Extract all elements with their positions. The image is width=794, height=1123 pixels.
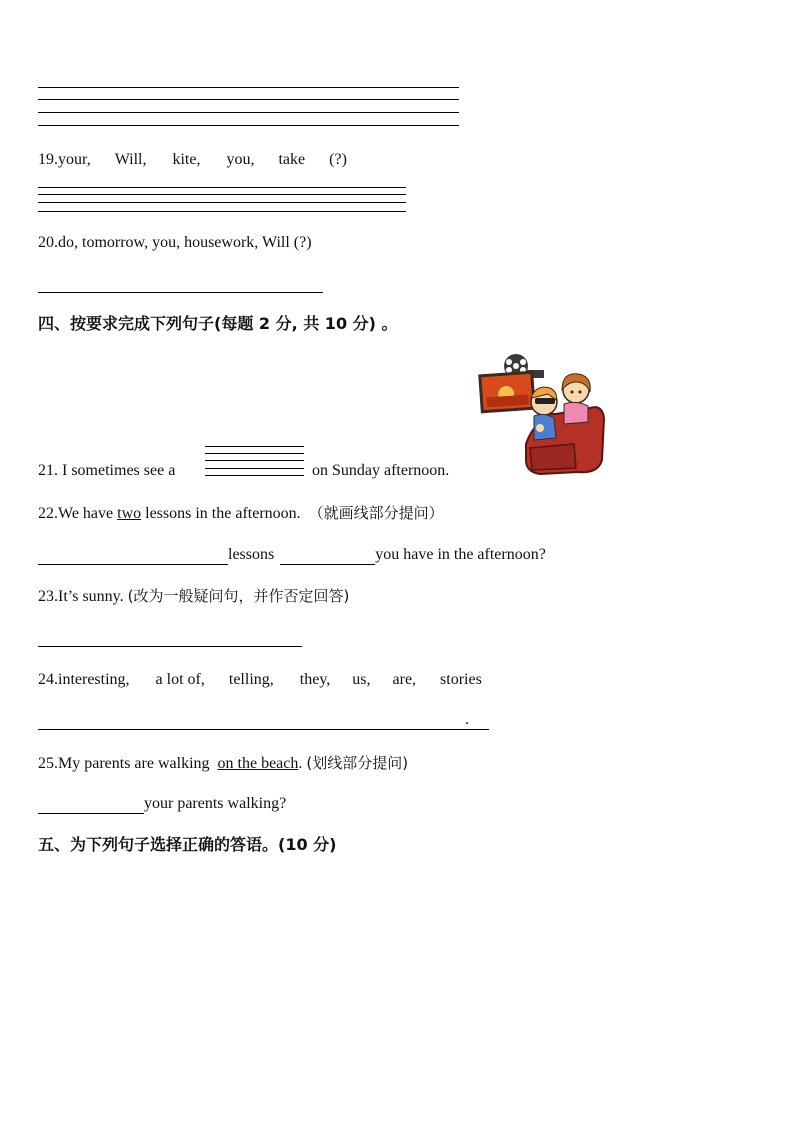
question-25 (38, 753, 408, 774)
answer-line-20[interactable] (38, 292, 323, 293)
question-23 (38, 586, 349, 607)
answer-line-19-4[interactable] (38, 211, 406, 212)
answer-line-19-3[interactable] (38, 202, 406, 203)
question-number: 24. (38, 671, 58, 688)
answer-24-period: . (465, 711, 469, 728)
question-21 (38, 461, 175, 481)
answer-line-21-1[interactable] (205, 446, 304, 447)
answer-line-18-4[interactable] (38, 125, 459, 126)
question-text-before: We have (58, 505, 118, 522)
answer-word: your parents walking? (144, 795, 287, 812)
answer-line-19-2[interactable] (38, 194, 406, 195)
question-text-after: lessons in the afternoon. (141, 505, 301, 522)
answer-22 (38, 545, 546, 565)
answer-line-21-3[interactable] (205, 460, 304, 461)
word: are, (392, 671, 417, 688)
answer-line-21-4[interactable] (205, 468, 304, 469)
movie-screen-icon (480, 372, 534, 412)
word: telling, (228, 671, 274, 688)
question-number: 21. (38, 462, 58, 479)
word: (?) (329, 151, 347, 168)
question-text-before: I sometimes see a (58, 462, 176, 479)
question-21-after: on Sunday afternoon. (312, 462, 450, 479)
question-24 (38, 670, 482, 690)
instruction: (改为一般疑问句，并作否定回答) (127, 587, 350, 605)
question-20 (38, 233, 312, 253)
word: you, (226, 151, 255, 168)
question-number: 25. (38, 755, 58, 772)
cinema-kids-picture (478, 352, 606, 480)
word: they, (299, 671, 331, 688)
underlined-word: two (117, 505, 142, 522)
answer-25 (38, 794, 286, 814)
question-text: It’s sunny. (58, 588, 128, 605)
answer-line-18-3[interactable] (38, 112, 459, 113)
question-19 (38, 150, 347, 170)
word: us, (352, 671, 371, 688)
answer-line-24[interactable] (38, 729, 489, 730)
answer-line-18-2[interactable] (38, 99, 459, 100)
question-text: do, tomorrow, you, housework, Will (?) (58, 234, 312, 251)
word: a lot of, (155, 671, 205, 688)
word: interesting, (58, 671, 130, 688)
word: Will, (114, 151, 147, 168)
section-5-title: 五、为下列句子选择正确的答语。(10 分) (38, 835, 337, 854)
answer-word: you have in the afternoon? (375, 546, 546, 563)
section-4-title: 四、按要求完成下列句子(每题 2 分, 共 10 分) 。 (38, 314, 398, 333)
question-number: 23. (38, 588, 58, 605)
word: take (278, 151, 306, 168)
answer-line-18-1[interactable] (38, 87, 459, 88)
answer-line-21-5[interactable] (205, 475, 304, 476)
instruction: (划线部分提问) (306, 754, 409, 772)
answer-line-19-1[interactable] (38, 187, 406, 188)
answer-line-21-2[interactable] (205, 453, 304, 454)
girl-icon (562, 374, 590, 424)
answer-blank-25[interactable] (38, 797, 144, 814)
question-number: 19. (38, 151, 58, 168)
question-text-after: . (298, 755, 307, 772)
question-number: 20. (38, 234, 58, 251)
question-22 (38, 503, 444, 524)
question-text-before: My parents are walking (58, 755, 218, 772)
underlined-phrase: on the beach (217, 755, 299, 772)
answer-word: lessons (228, 546, 275, 563)
word: your, (58, 151, 91, 168)
answer-blank-22-2[interactable] (280, 548, 375, 565)
word: stories (440, 671, 482, 688)
instruction: （就画线部分提问） (308, 504, 444, 522)
question-number: 22. (38, 505, 58, 522)
answer-line-23[interactable] (38, 646, 302, 647)
word: kite, (172, 151, 201, 168)
answer-blank-22-1[interactable] (38, 548, 228, 565)
